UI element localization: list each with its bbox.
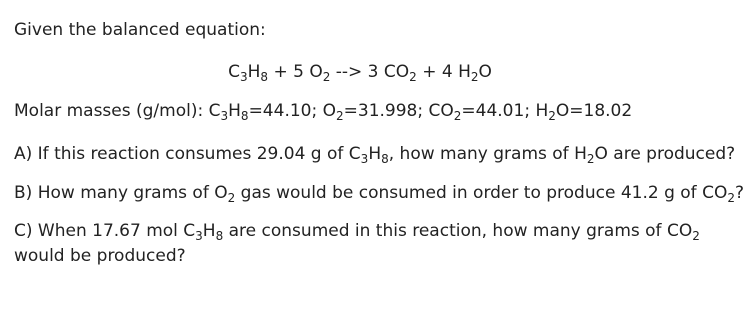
question-c: C) When 17.67 mol $C_3H_8$ are consumed in this reaction, how many grams of $CO_2$: [14, 221, 700, 243]
intro-text: Given the balanced equation:: [14, 20, 266, 40]
molar-masses: Molar masses (g/mol): $C_3H_8=44.10$; $O_2=31.998$; $CO_2=44.01$; $H_2O=18.02$: [14, 101, 633, 123]
balanced-equation: $C_3H_8 + 5$ $O_2$ --> 3 $CO_2 + 4$ $H_2O$: [228, 62, 492, 84]
question-a: A) If this reaction consumes 29.04 g of $C_3H_8$, how many grams of $H_2O$ are produced?: [14, 144, 736, 166]
question-c-continued: would be produced?: [14, 246, 186, 266]
question-b: B) How many grams of $O_2$ gas would be consumed in order to produce 41.2 g of $CO_2$?: [14, 183, 744, 205]
